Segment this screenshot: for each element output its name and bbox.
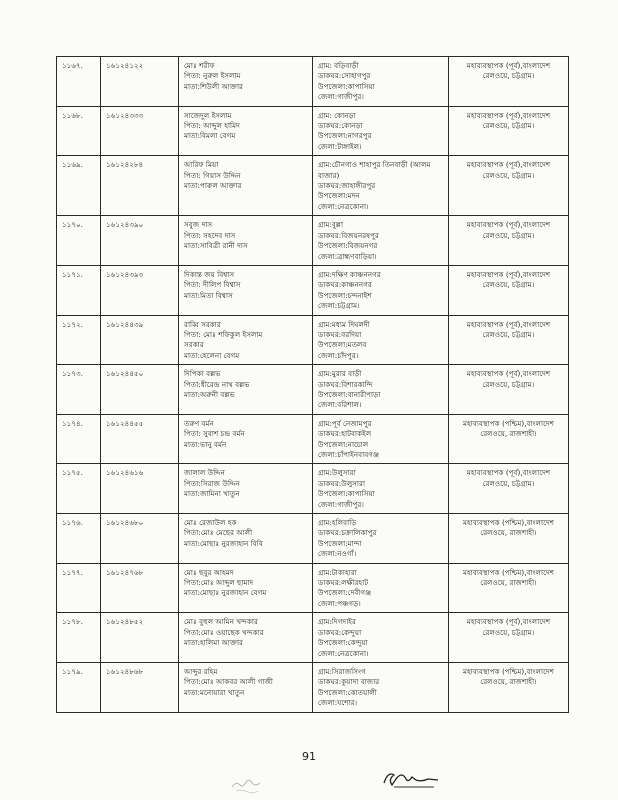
address-line: উপজেলা:মতলব (318, 340, 367, 350)
name-cell (179, 514, 313, 564)
address-line: জেলা:বরিশাল। (318, 400, 362, 410)
name-cell (179, 414, 313, 464)
roll-number-cell: ১৬১২৪১২২ (101, 57, 179, 107)
roll-number-cell: ১৬১২৪৭৬৮ (101, 563, 179, 613)
roll-number-cell: ১৬১২৪৬১৬ (101, 464, 179, 514)
address-line: ডাকঘর:উলুসারা (318, 478, 366, 488)
serial-cell: ১১৭৭. (57, 563, 101, 613)
father-name: পিতা:ধীরেন্দ্র নাথ বল্লভ (184, 379, 250, 389)
address-cell (313, 57, 449, 107)
address-line: জেলা:পঞ্চগড়। (318, 598, 361, 608)
posting-line: রেলওয়ে, চট্টগ্রাম। (482, 71, 535, 81)
candidate-name: সাজেদুল ইসলাম (184, 110, 232, 120)
name-cell (179, 315, 313, 365)
table-row (57, 365, 569, 415)
table-row (57, 662, 569, 712)
posting-line: মহাব্যবস্থাপক (পশ্চিম),বাংলাদেশ (462, 518, 555, 528)
address-line: গ্রাম:দিগদাইর (318, 617, 356, 627)
posting-cell (449, 613, 569, 663)
name-cell (179, 57, 313, 107)
address-line: গ্রাম:দক্ষিণ কাঞ্চননগর (318, 269, 381, 279)
posting-line: মহাব্যবস্থাপক (পূর্ব),বাংলাদেশ (466, 110, 551, 120)
address-cell (313, 156, 449, 216)
father-name: পিতা: সুবাশ চন্দ্র বর্মন (184, 429, 245, 439)
posting-cell (449, 216, 569, 266)
address-line: উপজেলা:বিজয়নগর (318, 241, 378, 251)
posting-line: মহাব্যবস্থাপক (পূর্ব),বাংলাদেশ (466, 269, 551, 279)
address-line: উপজেলা:নাগরপুর (318, 131, 372, 141)
address-line: উপজেলা:নাচোল (318, 439, 369, 449)
candidate-name: মোঃ রেজাউল হক (184, 518, 237, 528)
address-line: গ্রাম:মধ্যম দিঘলদী (318, 319, 370, 329)
serial-cell: ১১৭৫. (57, 464, 101, 514)
address-line: ডাকঘর:বরদিয়া (318, 329, 362, 339)
address-line: গ্রাম:টাকাহারা (318, 567, 357, 577)
name-cell (179, 464, 313, 514)
address-line: উপজেলা:বানারীপাড়া (318, 389, 381, 399)
address-line: জেলা:যশোর। (318, 698, 358, 708)
address-line: জেলা:গাজীপুর। (318, 92, 364, 102)
serial-cell: ১১৭১. (57, 265, 101, 315)
father-name: পিতা:মোঃ আব্দুল ছামাদ (184, 578, 254, 588)
address-cell (313, 563, 449, 613)
address-line: গ্রাম:হলিবাড়ি (318, 518, 357, 528)
table-row (57, 265, 569, 315)
mother-name: মাতা:সাবিত্রী রানী দাস (184, 241, 248, 251)
posting-line: রেলওয়ে, চট্টগ্রাম। (482, 230, 535, 240)
table-row (57, 514, 569, 564)
candidate-name: জালাল উদ্দিন (184, 468, 225, 478)
table-row (57, 216, 569, 266)
address-line: গ্রাম:পূর্ব নেজামপুর (318, 418, 372, 428)
roll-number-cell: ১৬১২৪২৮৪ (101, 156, 179, 216)
address-cell (313, 662, 449, 712)
address-line: জেলা:চাঁপাইনবাবগঞ্জ (318, 450, 380, 459)
address-line: ডাকঘর:বিশারকান্দি (318, 379, 373, 389)
serial-cell: ১১৭২. (57, 315, 101, 365)
serial-cell: ১১৭৮. (57, 613, 101, 663)
posting-line: রেলওয়ে, রাজশাহী। (480, 528, 537, 538)
posting-line: মহাব্যবস্থাপক (পূর্ব),বাংলাদেশ (466, 468, 551, 478)
candidate-table (56, 56, 569, 713)
mother-name: মাতা:জামিনা খাতুন (184, 489, 240, 499)
table-row (57, 464, 569, 514)
serial-cell: ১১৭৬. (57, 514, 101, 564)
address-line: গ্রাম: কোনড়া (318, 110, 356, 120)
address-line: উপজেলা:কাপাসিয়া (318, 489, 375, 499)
serial-cell: ১১৭৩. (57, 365, 101, 415)
address-line: ডাকঘর:বিজয়নরষপুর (318, 230, 379, 240)
serial-cell: ১১৬৮. (57, 106, 101, 156)
table-row (57, 57, 569, 107)
roll-number-cell: ১৬১২৪৪৫৫ (101, 414, 179, 464)
posting-line: মহাব্যবস্থাপক (পূর্ব),বাংলাদেশ (466, 369, 551, 379)
table-row (57, 315, 569, 365)
address-line: উপজেলা:মান্দা (318, 538, 362, 548)
name-cell (179, 265, 313, 315)
posting-line: রেলওয়ে, চট্টগ্রাম। (482, 121, 535, 131)
name-cell (179, 613, 313, 663)
name-cell (179, 662, 313, 712)
address-line: গ্রাম:সিরাজসিংগ (318, 666, 366, 676)
page-number: 91 (302, 750, 316, 763)
address-line: জেলা:চট্টগ্রাম। (318, 301, 360, 311)
posting-line: মহাব্যবস্থাপক (পূর্ব),বাংলাদেশ (466, 319, 551, 329)
roll-number-cell: ১৬১২৪৮৫২ (101, 613, 179, 663)
candidate-name: আব্দুর রহিম (184, 666, 218, 676)
posting-line: রেলওয়ে, চট্টগ্রাম। (482, 170, 535, 180)
posting-line: রেলওয়ে, চট্টগ্রাম। (482, 478, 535, 488)
address-line: ডাকঘর:চক্রালিকাপুর (318, 528, 377, 538)
address-line: উপজেলা:কেন্দুয়া (318, 638, 368, 648)
address-line: জেলা:গাজীপুর। (318, 499, 364, 509)
address-cell (313, 414, 449, 464)
posting-line: মহাব্যবস্থাপক (পূর্ব),বাংলাদেশ (466, 160, 551, 170)
address-line: ডাকঘর:সোহাগপুর (318, 71, 371, 81)
posting-line: মহাব্যবস্থাপক (পশ্চিম),বাংলাদেশ (462, 418, 555, 428)
roll-number-cell: ১৬১২৪৮৬৮ (101, 662, 179, 712)
roll-number-cell: ১৬১২৪৪৩৯ (101, 315, 179, 365)
serial-cell: ১১৭৪. (57, 414, 101, 464)
address-line: গ্রাম: বড়িবাড়ী (318, 61, 359, 70)
mother-name: মাতা:অরুনী বল্লভ (184, 389, 235, 399)
address-cell (313, 365, 449, 415)
address-line: উপজেলা:কোতয়ালী (318, 687, 377, 697)
posting-cell (449, 57, 569, 107)
mother-name: মাতা:ভানু বর্মন (184, 439, 227, 449)
address-line: উপজেলা:মদন (318, 191, 360, 201)
posting-line: রেলওয়ে, রাজশাহী। (480, 429, 537, 439)
posting-cell (449, 365, 569, 415)
candidate-name: দিকান্ত জয় বিশ্বাস (184, 269, 235, 279)
address-line: ডাকঘর:কেন্দুয়া (318, 627, 362, 637)
mother-name: মাতা:মনোয়ারা খাতুন (184, 687, 245, 697)
candidate-name: মোঃ বুহুল আমিন খন্দকার (184, 617, 258, 627)
father-name: পিতা:মোঃ আকবর আলী গাজী (184, 677, 273, 687)
address-line: উপজেলা:কাপাসিয়া (318, 81, 375, 91)
address-line: বাজার) (318, 170, 340, 180)
name-cell (179, 106, 313, 156)
serial-cell: ১১৭৯. (57, 662, 101, 712)
posting-cell (449, 265, 569, 315)
address-line: জেলা:টাঙ্গাইল। (318, 141, 362, 151)
mother-name: মাতা:বিমলা বেগম (184, 131, 236, 141)
name-cell (179, 216, 313, 266)
mother-name: মাতা:শিউলী আক্তার (184, 81, 243, 91)
candidate-name: আরিফ মিয়া (184, 160, 219, 170)
table-row (57, 613, 569, 663)
father-name: পিতা: দীলিপ বিশ্বাস (184, 280, 241, 290)
candidate-name: মোঃ ছবুর আহমদ (184, 567, 234, 577)
father-name: পিতা:সিরাজ উদ্দিন (184, 478, 240, 488)
posting-line: রেলওয়ে, চট্টগ্রাম। (482, 329, 535, 339)
address-cell (313, 464, 449, 514)
table-row (57, 563, 569, 613)
posting-line: রেলওয়ে, চট্টগ্রাম। (482, 280, 535, 290)
posting-cell (449, 563, 569, 613)
address-line: ডাকঘর:জাহাঙ্গীরপুর (318, 181, 376, 191)
roll-number-cell: ১৬১২৪৪৫০ (101, 365, 179, 415)
serial-cell: ১১৭০. (57, 216, 101, 266)
name-cell (179, 365, 313, 415)
father-name: পিতা: সহদেব দাস (184, 230, 236, 240)
address-line: ডাকঘর:কুয়াদা বাজার (318, 677, 380, 687)
posting-cell (449, 106, 569, 156)
address-line: ডাকঘর:হাটবাকইল (318, 429, 372, 439)
posting-line: রেলওয়ে, চট্টগ্রাম। (482, 379, 535, 389)
address-line: জেলা:নওগাঁ। (318, 549, 357, 559)
posting-line: মহাব্যবস্থাপক (পূর্ব),বাংলাদেশ (466, 617, 551, 627)
address-line: জেলা:চাঁদপুর। (318, 350, 359, 360)
address-line: জেলা:নেত্রকোনা। (318, 201, 369, 211)
table-row (57, 156, 569, 216)
posting-cell (449, 315, 569, 365)
serial-cell: ১১৬৯. (57, 156, 101, 216)
candidate-name: তরুণ বর্মন (184, 418, 214, 428)
roll-number-cell: ১৬১২৪৩৯৩ (101, 265, 179, 315)
address-line: গ্রাম:চৌনগাও শাহাপুর তিনবাড়ী (আলম (318, 160, 431, 170)
address-cell (313, 315, 449, 365)
father-name: পিতা:মোঃ মেছের আলী (184, 528, 253, 538)
address-line: উপজেলা:চন্দনাইশ (318, 290, 372, 300)
address-line: গ্রাম:উলুসারা (318, 468, 356, 478)
posting-cell (449, 662, 569, 712)
candidate-table-body (57, 57, 569, 713)
posting-line: মহাব্যবস্থাপক (পশ্চিম),বাংলাদেশ (462, 666, 555, 676)
father-name: পিতা: মোঃ শফিকুল ইসলাম (184, 329, 263, 339)
mother-name: মাতা:হেলেনা বেগম (184, 350, 240, 360)
address-line: জেলা:নেত্রকোনা। (318, 648, 369, 658)
serial-cell: ১১৬৭. (57, 57, 101, 107)
address-line: ডাকঘর:লক্ষীরহাট (318, 578, 369, 588)
address-cell (313, 265, 449, 315)
mother-name: মাতা:মোছাঃ নুরজাহান বিবি (184, 538, 263, 548)
address-line: জেলা:ব্রাহ্মণবাড়িয়া। (318, 251, 377, 261)
posting-line: রেলওয়ে, চট্টগ্রাম। (482, 627, 535, 637)
mother-name: সরকার (184, 340, 204, 350)
posting-cell (449, 514, 569, 564)
name-cell (179, 563, 313, 613)
address-line: উপজেলা:দেবীগঞ্জ (318, 588, 372, 598)
roll-number-cell: ১৬১২৪৬৮০ (101, 514, 179, 564)
posting-line: মহাব্যবস্থাপক (পূর্ব),বাংলাদেশ (466, 220, 551, 230)
address-line: ডাকঘর:কাঞ্চননগর (318, 280, 372, 290)
address-line: ডাকঘর:কোনড়া (318, 121, 363, 131)
scan-smudge-mark (228, 773, 268, 795)
candidate-name: সবুজ দাস (184, 220, 213, 230)
posting-cell (449, 156, 569, 216)
mother-name: মাতা:মোছাঃ নুরজাহান বেগম (184, 588, 267, 598)
name-cell (179, 156, 313, 216)
address-cell (313, 106, 449, 156)
father-name: পিতা: আব্দুল হামিদ (184, 121, 240, 131)
mother-name: মাতা:মিতা বিশ্বাস (184, 290, 233, 300)
father-name: পিতা: নুরুল ইসলাম (184, 71, 241, 81)
address-cell (313, 613, 449, 663)
posting-line: রেলওয়ে, রাজশাহী। (480, 677, 537, 687)
table-row (57, 414, 569, 464)
posting-line: রেলওয়ে, রাজশাহী। (480, 578, 537, 588)
candidate-name: রাব্বি সরকার (184, 319, 221, 329)
candidate-name: মোঃ শরীফ (184, 61, 215, 70)
roll-number-cell: ১৬১২৪৩৩৩ (101, 106, 179, 156)
posting-line: মহাব্যবস্থাপক (পশ্চিম),বাংলাদেশ (462, 567, 555, 577)
roll-number-cell: ১৬১২৪৩৯০ (101, 216, 179, 266)
posting-line: মহাব্যবস্থাপক (পূর্ব),বাংলাদেশ (466, 61, 551, 70)
address-cell (313, 514, 449, 564)
father-name: পিতা: গিয়াস উদ্দিন (184, 170, 241, 180)
signature (380, 767, 442, 793)
candidate-name: দিপিকা বল্লভ (184, 369, 221, 379)
mother-name: মাতা:হালিমা আক্তার (184, 638, 244, 648)
address-line: গ্রাম:বুল্লা (318, 220, 344, 230)
address-cell (313, 216, 449, 266)
posting-cell (449, 464, 569, 514)
posting-cell (449, 414, 569, 464)
father-name: পিতা:মোঃ ওয়াছেক খন্দকার (184, 627, 264, 637)
address-line: গ্রাম:মুরার বাড়ী (318, 369, 362, 379)
mother-name: মাতা:পারুল আক্তার (184, 181, 242, 191)
table-row (57, 106, 569, 156)
